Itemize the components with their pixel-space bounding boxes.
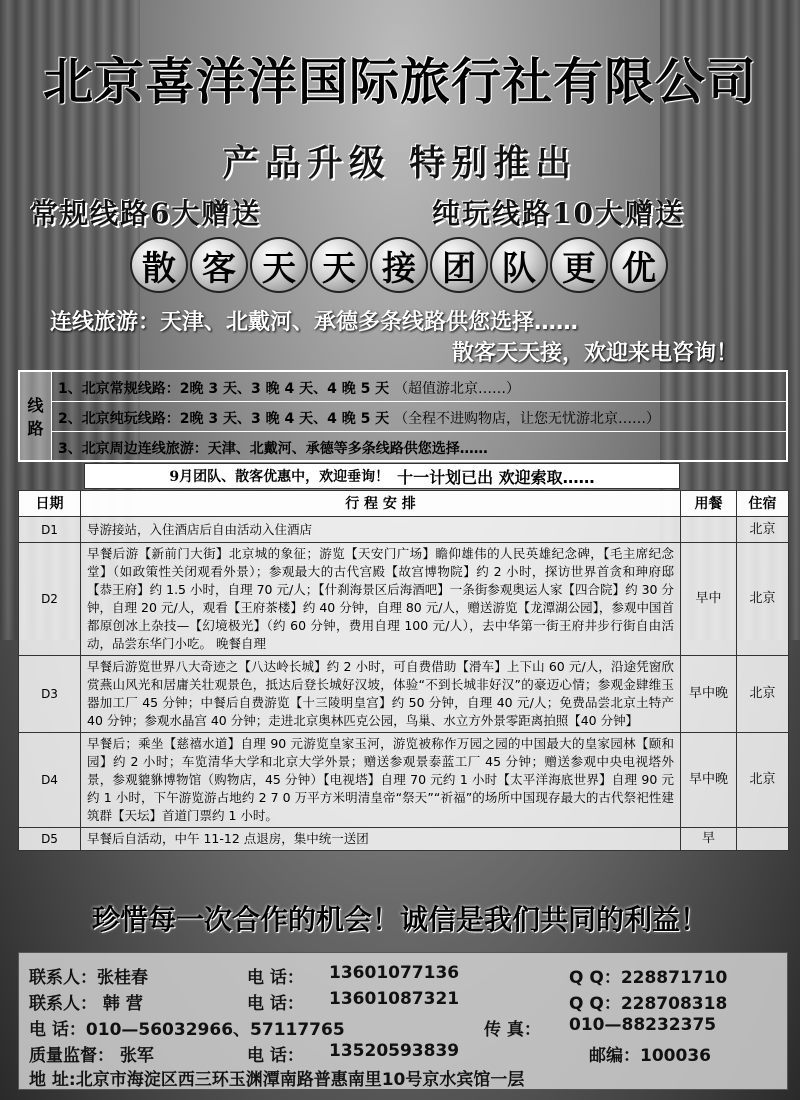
route-text: 1、北京常规线路：2晚 3 天、3 晚 4 天、4 晚 5 天 <box>58 381 390 397</box>
postcode: 邮编：100036 <box>589 1046 711 1066</box>
itinerary-header-row <box>19 491 789 517</box>
routes-label-char: 线 <box>27 396 44 415</box>
hotel-cell <box>737 828 789 851</box>
table-row <box>19 828 789 851</box>
day-cell: D2 <box>19 543 81 656</box>
meal-cell: 早 <box>681 828 737 851</box>
hotel-cell: 北京 <box>737 543 789 656</box>
bubble-char: 天 <box>250 237 308 293</box>
meal-cell <box>681 517 737 543</box>
connecting-tours-text: 连线旅游：天津、北戴河、承德多条线路供您选择…… <box>50 310 579 335</box>
bubble-char: 接 <box>370 237 428 293</box>
day-cell: D4 <box>19 733 81 828</box>
col-header-plan: 行 程 安 排 <box>81 491 681 517</box>
promo-announcement <box>84 463 680 489</box>
qq-number: Q Q：228708318 <box>569 994 728 1014</box>
table-row <box>19 543 789 656</box>
promo-national-day: 十一计划已出 欢迎索取…… <box>397 467 595 487</box>
plan-cell: 早餐后游览世界八大奇迹之【八达岭长城】约 2 小时，可自费借助【滑车】上下山 60 元/人，沿途凭窗欣赏燕山风光和居庸关壮观景色，抵达后登长城好汉坡，体验“不到长城非好汉”的豪迈心情；参观金肆维玉器加工厂 45 分钟；中餐后自费游览【十三陵明皇宫】约 50 分钟，自理 40 元/人；免费品尝北京土特产 40 分钟；参观水晶宫 40 分钟；走进北京奥林匹克公园，鸟巢、水立方外景零距离拍照【40 分钟】 <box>81 656 681 733</box>
bubble-char: 客 <box>190 237 248 293</box>
col-header-meal: 用餐 <box>681 491 737 517</box>
meal-cell: 早中 <box>681 543 737 656</box>
motto-text: 珍惜每一次合作的机会！诚信是我们共同的利益！ <box>91 903 708 936</box>
fax-label: 传 真： <box>484 1020 541 1040</box>
routes-label-char: 路 <box>27 419 44 438</box>
route-item <box>58 408 660 428</box>
route-note: （超值游北京……） <box>394 381 521 397</box>
meal-cell: 早中晚 <box>681 656 737 733</box>
address: 地 址:北京市海淀区西三环玉渊潭南路普惠南里10号京水宾馆一层 <box>29 1070 525 1090</box>
quality-supervisor: 质量监督： 张军 <box>29 1046 154 1066</box>
bubble-char: 更 <box>550 237 608 293</box>
table-row <box>19 733 789 828</box>
route-divider <box>52 431 788 432</box>
route-divider <box>52 401 788 402</box>
phone-number: 13601087321 <box>329 989 460 1009</box>
promo-september: 9月团队、散客优惠中，欢迎垂询！ <box>169 469 390 485</box>
route-note: （全程不进购物店，让您无忧游北京……） <box>394 411 661 427</box>
route-text: 3、北京周边连线旅游：天津、北戴河、承德等多条线路供您选择…… <box>58 441 488 457</box>
hotel-cell: 北京 <box>737 733 789 828</box>
col-header-day: 日期 <box>19 491 81 517</box>
slogan-regular-routes: 常规线路6大赠送 <box>30 197 262 230</box>
company-title: 北京喜洋洋国际旅行社有限公司 <box>43 53 757 111</box>
fax-number: 010—88232375 <box>569 1015 717 1035</box>
phone-label: 电 话： <box>247 1046 304 1066</box>
phone-label: 电 话： <box>247 994 304 1014</box>
meal-cell: 早中晚 <box>681 733 737 828</box>
routes-panel <box>18 370 788 462</box>
phone-number: 13601077136 <box>329 963 460 983</box>
bubble-char: 团 <box>430 237 488 293</box>
phone-label: 电 话： <box>247 968 304 988</box>
table-row <box>19 517 789 543</box>
day-cell: D5 <box>19 828 81 851</box>
day-cell: D3 <box>19 656 81 733</box>
contact-person: 联系人：张桂春 <box>29 968 148 988</box>
contact-person: 联系人： 韩 营 <box>29 994 143 1014</box>
day-cell: D1 <box>19 517 81 543</box>
contact-panel <box>18 952 788 1090</box>
route-item <box>58 438 488 458</box>
hotel-cell: 北京 <box>737 517 789 543</box>
plan-cell: 早餐后自活动，中午 11-12 点退房，集中统一送团 <box>81 828 681 851</box>
routes-label <box>20 372 52 460</box>
plan-cell: 导游接站，入住酒店后自由活动入住酒店 <box>81 517 681 543</box>
welcome-call-text: 散客天天接，欢迎来电咨询！ <box>452 341 739 366</box>
qq-number: Q Q：228871710 <box>569 968 728 988</box>
phone-number: 13520593839 <box>329 1041 460 1061</box>
itinerary-table <box>18 490 789 851</box>
slogan-pure-routes: 纯玩线路10大赠送 <box>432 197 685 230</box>
table-row <box>19 656 789 733</box>
bubble-char: 队 <box>490 237 548 293</box>
slogan-upgrade: 产品升级 特别推出 <box>222 142 578 184</box>
office-phone: 电 话：010—56032966、57117765 <box>29 1020 345 1040</box>
plan-cell: 早餐后游【新前门大街】北京城的象征；游览【天安门广场】瞻仰雄伟的人民英雄纪念碑，【毛主席纪念堂】（如政策性关闭观看外景）；参观最大的古代宫殿【故宫博物院】约 2 小时，探访世界首贪和珅府邸【恭王府】约 1.5 小时，自理 70 元/人；【什刹海景区后海酒吧】一条街参观奥运人家【四合院】约 30 分钟，自理 20 元/人，观看【王府茶楼】约 40 分钟，自理 80 元/人，赠送游览【龙潭湖公园】，参观中国首都原创冰上杂技—【幻境极光】（约 60 分钟，费用自理 100 元/人），去中华第一街王府井步行街自由活动，品尝东华门小吃。 晚餐自理 <box>81 543 681 656</box>
bubble-char: 散 <box>130 237 188 293</box>
route-text: 2、北京纯玩线路：2晚 3 天、3 晚 4 天、4 晚 5 天 <box>58 411 390 427</box>
bubble-char: 天 <box>310 237 368 293</box>
col-header-hotel: 住宿 <box>737 491 789 517</box>
bubble-char: 优 <box>610 237 668 293</box>
bubble-banner <box>130 237 670 293</box>
hotel-cell: 北京 <box>737 656 789 733</box>
plan-cell: 早餐后；乘坐【慈禧水道】自理 90 元游览皇家玉河，游览被称作万园之园的中国最大的皇家园林【颐和园】约 2 小时；车览清华大学和北京大学外景；赠送参观景泰蓝工厂 45 分钟；赠送参观中央电视塔外景，参观貔貅博物馆（购物店，45 分钟）【电视塔】自理 70 元约 1 小时【太平洋海底世界】自理 90 元约 1 小时，下午游览游占地约 2 7 0 万平方米明清皇帝“祭天”“祈福”的场所中国现存最大的古代祭祀性建筑群【天坛】首道门票约 1 小时。 <box>81 733 681 828</box>
route-item <box>58 378 520 398</box>
